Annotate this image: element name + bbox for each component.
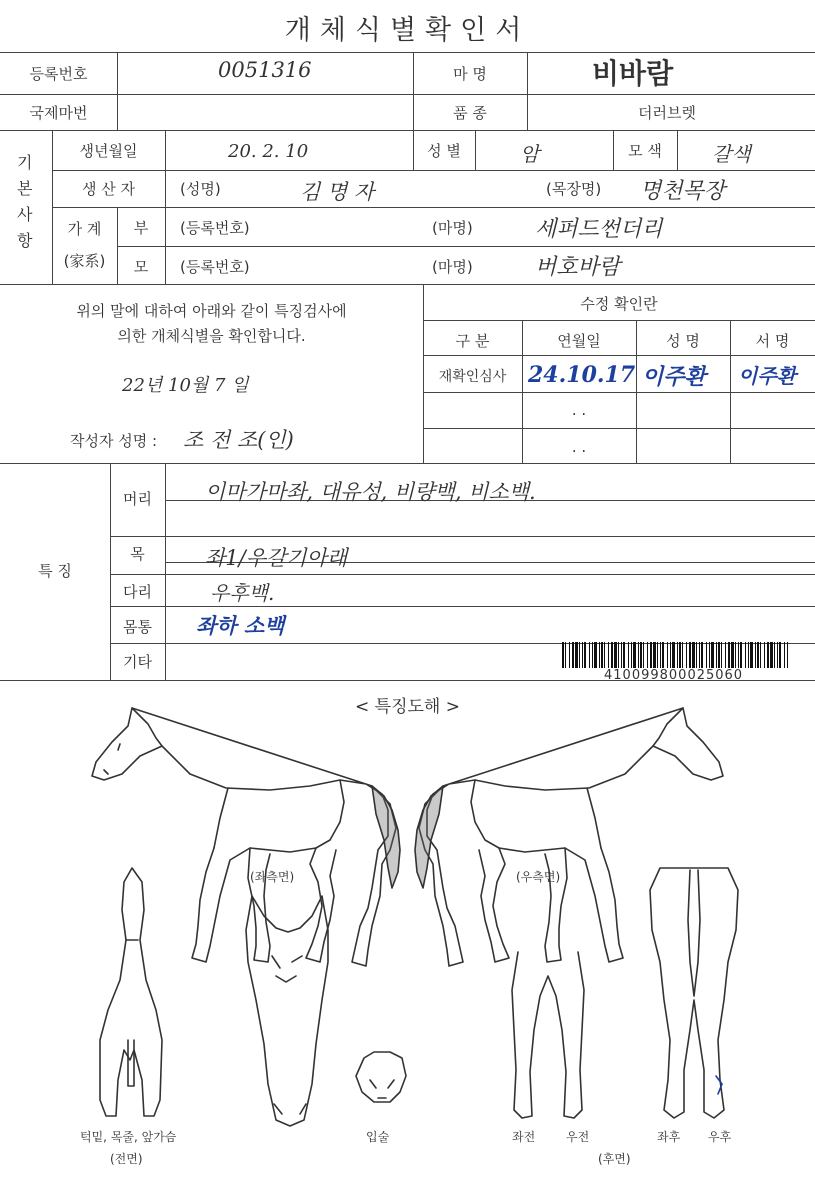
fore-right-caption: 우전 <box>566 1130 590 1144</box>
hind-view-drawing <box>650 868 738 1118</box>
barcode-bar <box>716 642 717 668</box>
confirm-date: 22년 10월 7 일 <box>122 375 249 396</box>
front-sub-caption: (전면) <box>110 1152 143 1166</box>
other-label: 기타 <box>123 653 152 671</box>
barcode-bar <box>787 642 788 668</box>
hind-left-caption: 좌후 <box>657 1130 681 1144</box>
breeder-name-value: 김 명 자 <box>300 180 375 204</box>
neck-value: 좌1/우갈기아래 <box>205 546 348 570</box>
breed-value: 더러브렛 <box>638 104 696 122</box>
row-divider <box>110 536 815 537</box>
lineage-hanja: (家系) <box>63 252 106 270</box>
birth-value: 20. 2. 10 <box>228 141 309 162</box>
writer-signature: 조 전 조(인) <box>183 428 294 452</box>
row-divider <box>110 606 815 607</box>
coat-label: 모 색 <box>628 142 662 160</box>
col-divider <box>475 130 476 170</box>
barcode-bar <box>740 642 742 668</box>
barcode-bar <box>621 642 622 668</box>
barcode-bar <box>562 642 564 668</box>
barcode-bar <box>589 642 590 668</box>
right-side-horse-drawing <box>415 708 723 966</box>
revision-row2-date: . . <box>571 401 587 419</box>
row-divider <box>52 170 815 171</box>
head-label: 머리 <box>123 490 152 508</box>
breeder-name-label: (성명) <box>180 180 221 198</box>
barcode-bar <box>779 642 781 668</box>
rear-sub-caption: (후면) <box>598 1152 631 1166</box>
legs-label: 다리 <box>123 583 152 601</box>
row-divider <box>0 94 815 95</box>
barcode-bar <box>706 642 707 668</box>
barcode-bar <box>618 642 619 668</box>
barcode-bar <box>725 642 726 668</box>
barcode-bar <box>709 642 710 668</box>
row-divider <box>52 207 815 208</box>
writer-label: 작성자 성명 : <box>70 432 158 450</box>
revision-row1-sign: 이주환 <box>738 364 796 388</box>
barcode-bar <box>647 642 648 668</box>
body-value: 좌하 소백 <box>196 613 285 638</box>
barcode-bar <box>764 642 765 668</box>
barcode-bar <box>650 642 652 668</box>
barcode-bar <box>592 642 593 668</box>
title-underline <box>0 52 815 53</box>
barcode-bar <box>682 642 683 668</box>
barcode-bar <box>767 642 769 668</box>
horse-name-label: 마 명 <box>453 65 487 83</box>
barcode-bar <box>701 642 703 668</box>
barcode-bar <box>728 642 730 668</box>
row-divider <box>110 574 815 575</box>
row-divider <box>423 355 815 356</box>
legs-value: 우후백. <box>210 581 275 605</box>
barcode-bar <box>721 642 722 668</box>
barcode-bar <box>643 642 644 668</box>
col-divider <box>117 52 118 130</box>
breeder-label: 생 산 자 <box>81 180 135 198</box>
revision-row1-name: 이주환 <box>642 364 706 390</box>
barcode-bar <box>608 642 609 668</box>
barcode-bar <box>689 642 691 668</box>
barcode-bar <box>745 642 746 668</box>
ranch-value: 명천목장 <box>640 179 726 204</box>
barcode-bar <box>692 642 695 668</box>
barcode-bar <box>569 642 570 668</box>
revision-col-type: 구 분 <box>455 332 490 350</box>
barcode-bar <box>579 642 580 668</box>
col-divider <box>165 463 166 680</box>
horse-diagram <box>0 700 815 1182</box>
barcode-bar <box>565 642 566 668</box>
statement-line1: 위의 말에 대하여 아래와 같이 특징검사에 <box>76 302 347 320</box>
reg-no-label: 등록번호 <box>29 65 88 83</box>
barcode-bar <box>677 642 678 668</box>
front-caption: 턱밑, 목줄, 앞가슴 <box>80 1130 177 1144</box>
document-title: 개체식별확인서 <box>284 15 531 46</box>
revision-col-sign: 서 명 <box>755 332 790 350</box>
revision-row1-type: 재확인심사 <box>438 369 507 385</box>
barcode-bar <box>604 642 605 668</box>
barcode-bar <box>572 642 574 668</box>
barcode-bar <box>599 642 600 668</box>
lineage-label: 가 계 <box>67 220 102 238</box>
dam-name-label: (마명) <box>432 258 473 276</box>
barcode-bar <box>755 642 756 668</box>
sex-value: 암 <box>520 142 540 166</box>
dam-name-value: 버호바람 <box>535 255 621 280</box>
revision-row1-date: 24.10.17 <box>528 362 636 388</box>
barcode-bar <box>686 642 687 668</box>
row-divider <box>0 130 815 131</box>
statement-line2: 의한 개체식별을 확인합니다. <box>117 327 306 345</box>
barcode-bar <box>784 642 785 668</box>
row-divider <box>423 392 815 393</box>
lip-drawing <box>356 1052 406 1102</box>
birth-label: 생년월일 <box>79 142 138 160</box>
barcode-bar <box>731 642 734 668</box>
barcode-bar <box>718 642 720 668</box>
row-divider <box>423 320 815 321</box>
horse-name-value: 비바람 <box>592 57 674 90</box>
barcode-number: 410099800025060 <box>604 668 744 683</box>
barcode-bar <box>738 642 739 668</box>
sex-label: 성 별 <box>427 142 461 160</box>
barcode-bar <box>750 642 753 668</box>
row-divider <box>0 284 815 285</box>
sire-name-label: (마명) <box>432 219 473 237</box>
hind-right-caption: 우후 <box>708 1130 732 1144</box>
barcode-bar <box>631 642 632 668</box>
barcode-bar <box>735 642 736 668</box>
barcode-bar <box>660 642 661 668</box>
barcode-bar <box>748 642 749 668</box>
barcode-bar <box>757 642 759 668</box>
barcode-bar <box>623 642 625 668</box>
col-divider <box>527 52 528 130</box>
barcode-bar <box>657 642 658 668</box>
barcode-bar <box>640 642 642 668</box>
reg-no-value: 0051316 <box>218 58 312 82</box>
barcode-bar <box>594 642 597 668</box>
barcode-bar <box>777 642 778 668</box>
neck-label: 목 <box>130 545 145 563</box>
barcode-bar <box>638 642 639 668</box>
barcode-bar <box>662 642 664 668</box>
barcode <box>562 642 790 668</box>
barcode-bar <box>699 642 700 668</box>
body-label: 몸통 <box>123 618 152 636</box>
left-side-caption: (좌측면) <box>250 870 295 884</box>
col-divider <box>677 130 678 170</box>
barcode-bar <box>614 642 617 668</box>
barcode-bar <box>582 642 583 668</box>
revision-row3-date: . . <box>571 438 587 456</box>
barcode-bar <box>711 642 714 668</box>
barcode-bar <box>601 642 603 668</box>
barcode-bar <box>774 642 775 668</box>
sire-name-value: 세퍼드썬더리 <box>535 217 663 242</box>
barcode-bar <box>575 642 578 668</box>
barcode-bar <box>679 642 681 668</box>
revision-col-date: 연월일 <box>557 332 601 350</box>
row-divider <box>0 463 815 464</box>
barcode-bar <box>670 642 671 668</box>
intl-name-label: 국제마번 <box>29 104 88 122</box>
features-section-label: 특 징 <box>38 562 72 580</box>
dam-label: 모 <box>133 258 149 276</box>
barcode-bar <box>667 642 668 668</box>
sire-label: 부 <box>133 219 149 237</box>
basic-section-label: 기본사항 <box>17 153 33 250</box>
sire-reg-label: (등록번호) <box>180 219 250 237</box>
diagram-title: < 특징도해 > <box>355 697 460 717</box>
right-side-caption: (우측면) <box>516 870 561 884</box>
barcode-bar <box>633 642 636 668</box>
fore-left-caption: 좌전 <box>512 1130 536 1144</box>
front-view-drawing <box>100 868 162 1116</box>
barcode-bar <box>770 642 773 668</box>
row-divider <box>423 428 815 429</box>
barcode-bar <box>696 642 697 668</box>
ranch-label: (목장명) <box>546 180 602 198</box>
barcode-bar <box>760 642 761 668</box>
row-divider <box>117 246 815 247</box>
revision-title: 수정 확인란 <box>580 295 658 313</box>
col-divider <box>165 130 166 284</box>
revision-col-name: 성 명 <box>666 332 700 350</box>
head-value: 이마가마좌, 대유성, 비량백, 비소백. <box>205 480 536 504</box>
dam-reg-label: (등록번호) <box>180 258 250 276</box>
breed-label: 품 종 <box>453 104 487 122</box>
fore-legs-drawing <box>512 952 584 1118</box>
lip-caption: 입술 <box>366 1130 390 1144</box>
coat-value: 갈색 <box>712 142 751 166</box>
barcode-bar <box>653 642 656 668</box>
barcode-bar <box>628 642 629 668</box>
barcode-bar <box>672 642 675 668</box>
barcode-bar <box>611 642 613 668</box>
barcode-bar <box>584 642 586 668</box>
